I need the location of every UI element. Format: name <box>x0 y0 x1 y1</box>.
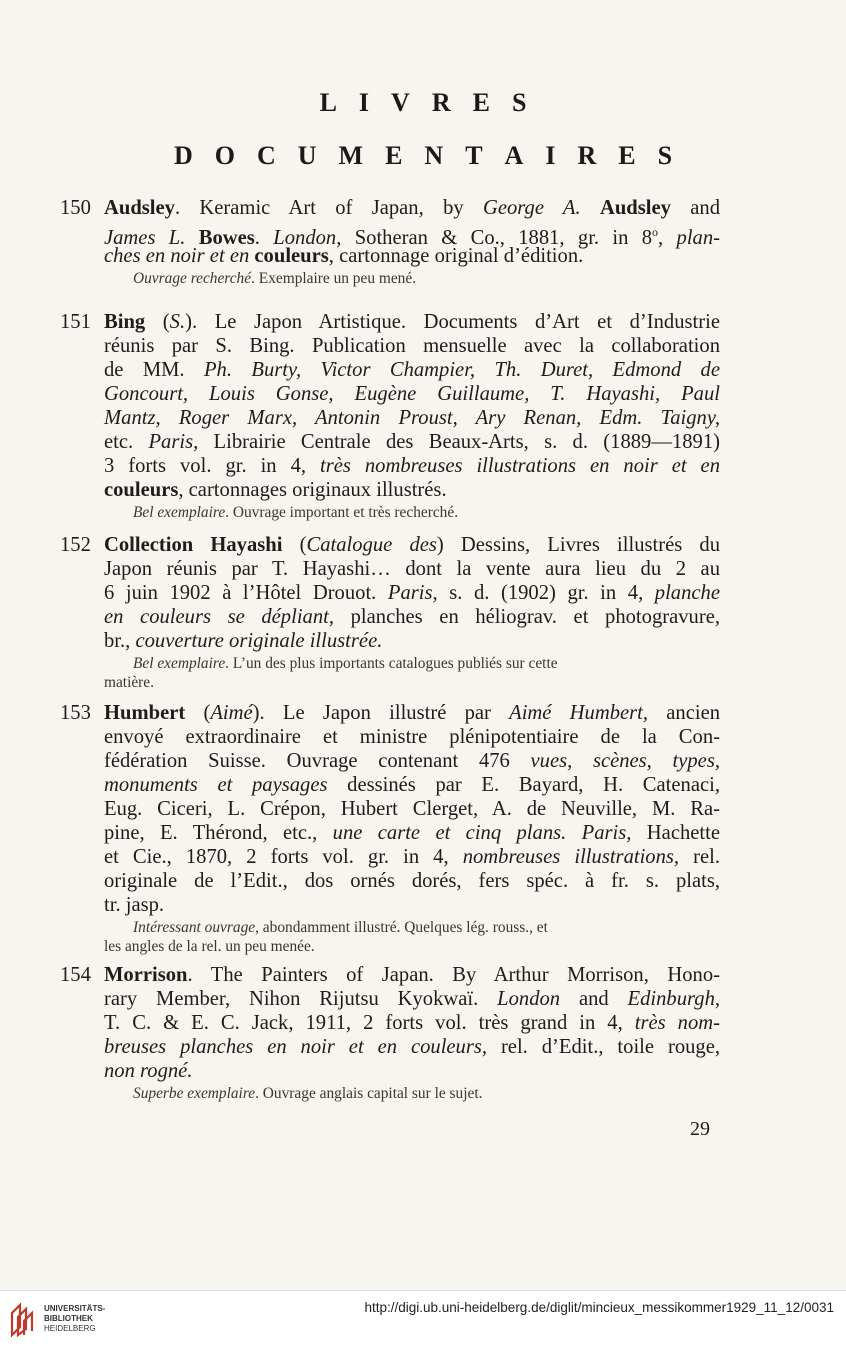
catalogue-entry <box>60 310 720 522</box>
entry-line: Audsley. Keramic Art of Japan, by George A. Audsley and <box>104 197 720 219</box>
heading-letter: T <box>465 141 483 170</box>
entry-line: ches en noir et en couleurs, cartonnage original d’édition. <box>104 245 584 267</box>
library-name <box>44 1304 105 1334</box>
entry-line: fédération Suisse. Ouvrage contenant 476 vues, scènes, types, <box>104 750 720 772</box>
entry-line: envoyé extraordinaire et ministre plénipotentiaire de la Con- <box>104 726 720 748</box>
library-name-line3: HEIDELBERG <box>44 1324 96 1333</box>
heading-letter: E <box>472 88 490 117</box>
entry-note <box>104 654 720 692</box>
heading-letter: E <box>385 141 403 170</box>
entry-line: couleurs, cartonnages originaux illustrés. <box>104 479 447 501</box>
heading-letter: A <box>504 141 524 170</box>
heading-letter: I <box>358 88 370 117</box>
entry-note <box>104 918 720 956</box>
entry-line: non rogné. <box>104 1060 193 1082</box>
entry-line: rary Member, Nihon Rijutsu Kyokwaï. London and Edinburgh, <box>104 988 721 1010</box>
entry-line: Humbert (Aimé). Le Japon illustré par Aimé Humbert, ancien <box>104 702 721 724</box>
catalogue-entry <box>60 196 720 288</box>
heading-letter: S <box>511 88 527 117</box>
library-name-line2: BIBLIOTHEK <box>44 1314 93 1323</box>
library-name-line1: UNIVERSITÄTS- <box>44 1304 106 1313</box>
entry-line: monuments et paysages dessinés par E. Bayard, H. Catenaci, <box>104 774 720 796</box>
entry-line: Eug. Ciceri, L. Crépon, Hubert Clerget, A. de Neuville, M. Ra- <box>104 798 720 820</box>
catalogue-entry <box>60 963 720 1103</box>
entry-number: 154 <box>60 964 91 986</box>
entry-line: James L. Bowes. London, Sotheran & Co., 1881, gr. in 8$^o$, plan- <box>104 225 721 249</box>
entry-line: etc. Paris, Librairie Centrale des Beaux-Arts, s. d. (1889—1891) <box>104 431 720 453</box>
entry-line: de MM. Ph. Burty, Victor Champier, Th. Duret, Edmond de <box>104 359 720 381</box>
footer-bar <box>0 1290 846 1352</box>
entry-line: pine, E. Thérond, etc., une carte et cinq plans. Paris, Hachette <box>104 822 720 844</box>
entry-line: Goncourt, Louis Gonse, Eugène Guillaume, T. Hayashi, Paul <box>104 383 720 405</box>
heading-letter: R <box>431 88 451 117</box>
heading-letter: O <box>214 141 235 170</box>
heading-letter: L <box>319 88 337 117</box>
entry-text <box>104 701 720 917</box>
entry-line: en couleurs se dépliant, planches en héliograv. et photogravure, <box>104 606 720 628</box>
entry-line: et Cie., 1870, 2 forts vol. gr. in 4, nombreuses illustrations, rel. <box>104 846 720 868</box>
entry-note-line: matière. <box>104 674 154 691</box>
page-number: 29 <box>690 1118 710 1140</box>
heading-letter: V <box>391 88 410 117</box>
entry-line: Collection Hayashi (Catalogue des) Dessins, Livres illustrés du <box>104 534 720 556</box>
entry-number: 153 <box>60 702 91 724</box>
entry-note-line: Bel exemplaire. L’un des plus importants catalogues publiés sur cette <box>133 655 558 672</box>
heading-letter: I <box>545 141 556 170</box>
entry-text <box>104 533 720 653</box>
entry-note-line: Bel exemplaire. Ouvrage important et très recherché. <box>133 504 459 521</box>
library-logo-icon <box>8 1299 38 1339</box>
entry-note-line: les angles de la rel. un peu menée. <box>104 938 315 955</box>
entry-text <box>104 963 720 1083</box>
entry-line: originale de l’Edit., dos ornés dorés, fers spéc. à fr. s. plats, <box>104 870 720 892</box>
entry-line: breuses planches en noir et en couleurs, rel. d’Edit., toile rouge, <box>104 1036 720 1058</box>
heading-livres <box>0 88 846 118</box>
heading-letter: M <box>338 141 364 170</box>
entry-line: Morrison. The Painters of Japan. By Arthur Morrison, Hono- <box>104 964 720 986</box>
heading-letter: U <box>297 141 317 170</box>
source-url-link[interactable]: http://digi.ub.uni-heidelberg.de/diglit/mincieux_messikommer1929_11_12/0031 <box>364 1300 834 1315</box>
entry-line: br., couverture originale illustrée. <box>104 630 383 652</box>
entry-line: tr. jasp. <box>104 894 165 916</box>
entry-text <box>104 310 720 502</box>
heading-letter: N <box>424 141 444 170</box>
entry-note-line: Superbe exemplaire. Ouvrage anglais capital sur le sujet. <box>133 1085 483 1102</box>
entry-line: réunis par S. Bing. Publication mensuelle avec la collaboration <box>104 335 720 357</box>
entry-text <box>104 196 720 268</box>
heading-letter: C <box>256 141 276 170</box>
entry-line: Japon réunis par T. Hayashi… dont la vente aura lieu du 2 au <box>104 558 720 580</box>
entry-line: T. C. & E. C. Jack, 1911, 2 forts vol. très grand in 4, très nom- <box>104 1012 720 1034</box>
heading-letter: S <box>657 141 673 170</box>
entry-line: Bing (S.). Le Japon Artistique. Documents d’Art et d’Industrie <box>104 311 720 333</box>
entry-note <box>104 503 720 522</box>
entry-number: 150 <box>60 197 91 219</box>
heading-letter: R <box>577 141 597 170</box>
entry-number: 151 <box>60 311 91 333</box>
entry-line: 6 juin 1902 à l’Hôtel Drouot. Paris, s. d. (1902) gr. in 4, planche <box>104 582 720 604</box>
entry-note <box>104 1084 720 1103</box>
entry-note <box>104 269 720 288</box>
entry-line: Mantz, Roger Marx, Antonin Proust, Ary Renan, Edm. Taigny, <box>104 407 720 429</box>
entry-line: 3 forts vol. gr. in 4, très nombreuses illustrations en noir et en <box>104 455 720 477</box>
entry-number: 152 <box>60 534 91 556</box>
heading-documentaires <box>0 141 846 171</box>
catalogue-entry <box>60 533 720 692</box>
heading-letter: D <box>173 141 193 170</box>
heading-letter: E <box>618 141 636 170</box>
catalogue-entry <box>60 701 720 956</box>
entry-note-line: Ouvrage recherché. Exemplaire un peu mené. <box>133 270 417 287</box>
entry-note-line: Intéressant ouvrage, abondamment illustré. Quelques lég. rouss., et <box>133 919 548 936</box>
